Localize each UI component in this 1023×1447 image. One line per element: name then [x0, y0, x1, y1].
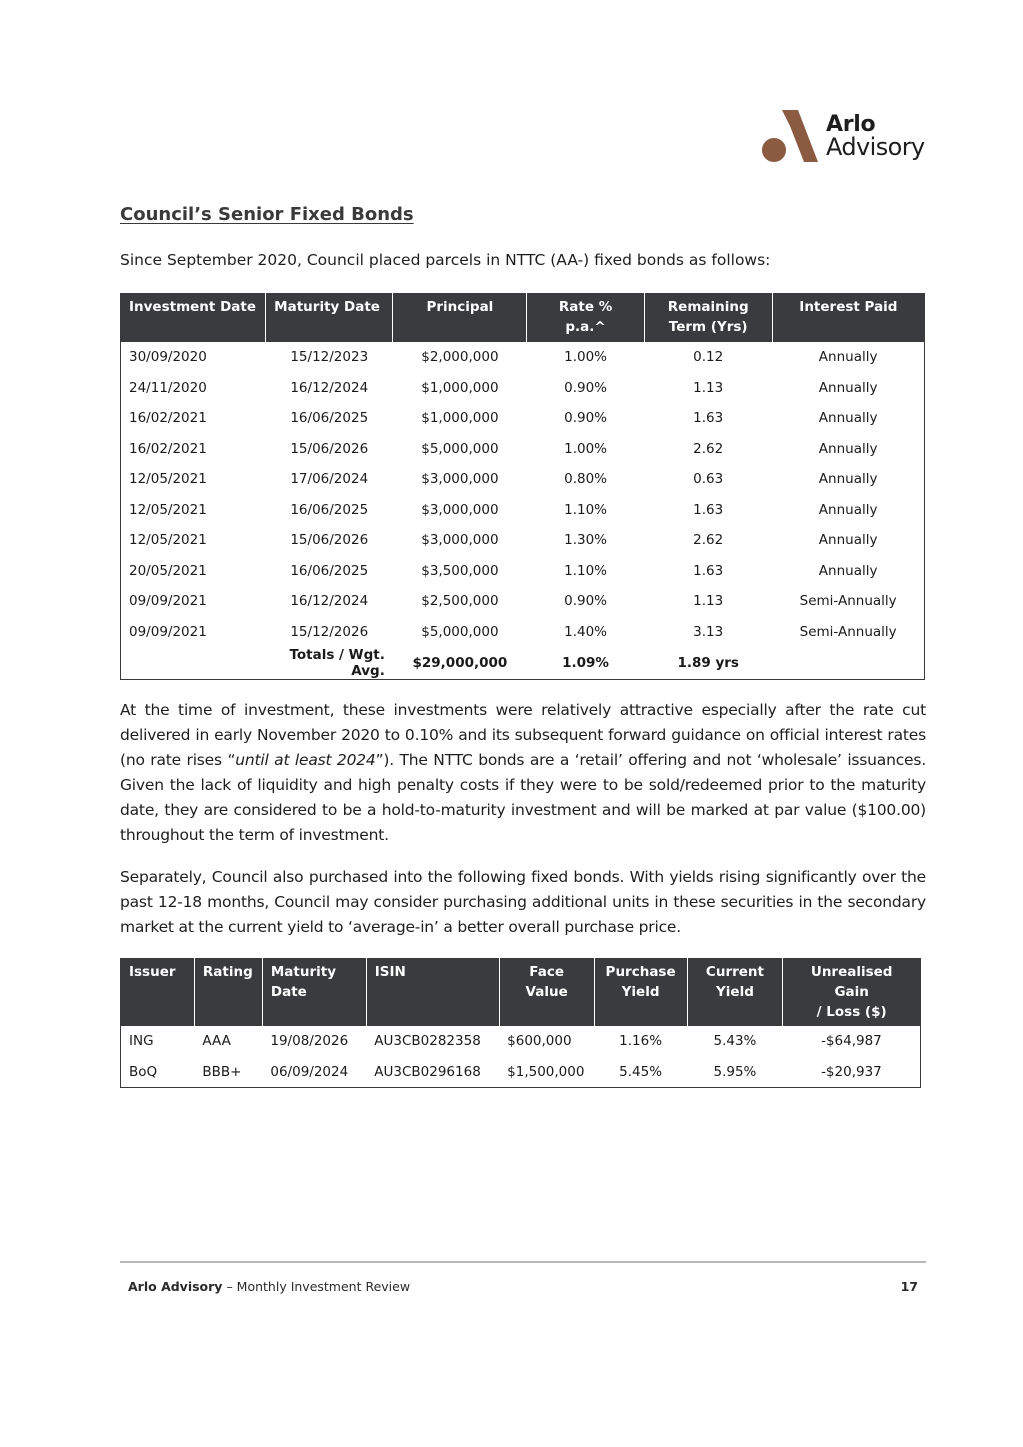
table-cell: 15/12/2023: [290, 349, 369, 366]
intro-text: Since September 2020, Council placed parcels in NTTC (AA-) fixed bonds as follows:: [120, 251, 771, 269]
table-cell: Annually: [818, 410, 878, 427]
table-cell: 1.13: [693, 593, 724, 610]
table-cell: 5.45%: [619, 1063, 663, 1080]
totals-label: Totals / Wgt. Avg.: [289, 647, 385, 679]
table-row: [121, 434, 925, 465]
table-cell: 16/12/2024: [290, 593, 369, 610]
table-cell: $3,500,000: [421, 562, 499, 579]
table-cell: Semi-Annually: [799, 623, 897, 640]
column-header: Rate % p.a.^: [527, 294, 644, 343]
table-cell: $1,000,000: [421, 410, 499, 427]
column-header: Rating: [194, 959, 262, 1027]
table-row: [121, 525, 925, 556]
table-row: [121, 403, 925, 434]
other-fixed-bonds-table-body: [121, 1026, 921, 1088]
table-cell: 20/05/2021: [129, 562, 207, 579]
table-cell: 0.80%: [564, 471, 607, 488]
table-row: [121, 617, 925, 648]
table-cell: $5,000,000: [421, 440, 499, 457]
table-cell: 16/12/2024: [290, 379, 369, 396]
table-cell: $2,000,000: [421, 349, 499, 366]
table-row: [121, 464, 925, 495]
table-cell: 3.13: [693, 623, 724, 640]
table-cell: 0.90%: [564, 379, 607, 396]
table-cell: AU3CB0282358: [374, 1033, 481, 1050]
table-cell: 1.63: [693, 501, 724, 518]
column-header: Interest Paid: [772, 294, 924, 343]
table-row: [121, 495, 925, 526]
table-cell: 1.16%: [619, 1033, 663, 1050]
logo-word-advisory: Advisory: [826, 133, 925, 161]
table-cell: Annually: [818, 440, 878, 457]
investment-rationale-paragraph: [120, 698, 926, 848]
para1-emphasis: until at least 2024: [235, 751, 376, 769]
column-header: Face Value: [499, 959, 594, 1027]
nttc-bonds-table-body: [121, 342, 925, 680]
table-cell: $3,000,000: [421, 471, 499, 488]
table-cell: $600,000: [507, 1033, 572, 1050]
table-cell: 15/06/2026: [290, 440, 369, 457]
table-cell: Annually: [818, 349, 878, 366]
other-fixed-bonds-table-header: [121, 959, 921, 1027]
table-row: [121, 342, 925, 373]
footer-title: [128, 1279, 410, 1294]
table-cell: 1.00%: [564, 349, 607, 366]
table-cell: -$64,987: [821, 1033, 882, 1050]
table-cell: AAA: [202, 1033, 231, 1050]
arlo-advisory-logo: [760, 106, 930, 166]
table-cell: -$20,937: [821, 1063, 882, 1080]
column-header: ISIN: [366, 959, 499, 1027]
table-cell: 24/11/2020: [129, 379, 207, 396]
table-cell: Semi-Annually: [799, 593, 897, 610]
table-cell: 1.10%: [564, 562, 607, 579]
other-fixed-bonds-table: [120, 958, 921, 1088]
table-row: [121, 556, 925, 587]
column-header: Principal: [393, 294, 527, 343]
page-number: 17: [900, 1279, 918, 1294]
table-cell: 1.30%: [564, 532, 607, 549]
column-header: Investment Date: [121, 294, 266, 343]
table-cell: 16/02/2021: [129, 410, 207, 427]
table-cell: Annually: [818, 471, 878, 488]
table-cell: 16/06/2025: [290, 410, 369, 427]
table-cell: 12/05/2021: [129, 471, 207, 488]
table-cell: 12/05/2021: [129, 501, 207, 518]
table-cell: Annually: [818, 501, 878, 518]
totals-blank-cell: [772, 647, 924, 680]
table-cell: Annually: [818, 532, 878, 549]
column-header: Purchase Yield: [594, 959, 687, 1027]
table-cell: 1.63: [693, 562, 724, 579]
totals-row: [121, 647, 925, 680]
totals-rate: 1.09%: [562, 655, 609, 671]
column-header: Remaining Term (Yrs): [644, 294, 772, 343]
table-cell: 0.63: [693, 471, 724, 488]
table-cell: 5.43%: [713, 1033, 757, 1050]
table-row: [121, 1057, 921, 1088]
table-cell: 15/06/2026: [290, 532, 369, 549]
totals-term: 1.89 yrs: [677, 655, 739, 671]
para1-start: At the time of investment, these investments were relatively attractive especially after the rate cut delivered in early November 2020 to 0.10% and its subsequent forward guidance on official interest rates (no rate rises “: [120, 701, 926, 769]
table-cell: 5.95%: [713, 1063, 757, 1080]
table-cell: 15/12/2026: [290, 623, 369, 640]
column-header: Unrealised Gain / Loss ($): [783, 959, 921, 1027]
table-cell: 0.90%: [564, 593, 607, 610]
table-cell: 09/09/2021: [129, 623, 207, 640]
table-cell: 16/06/2025: [290, 501, 369, 518]
para1-end: ”). The NTTC bonds are a ‘retail’ offering and not ‘wholesale’ issuances. Given the lack of liquidity and high penalty costs if they were to be sold/redeemed prior to the maturity date, they are considered to be a hold-to-maturity investment and will be marked at par value ($100.00) throughout the term of investment.: [120, 751, 926, 844]
table-cell: 2.62: [693, 440, 724, 457]
table-cell: 09/09/2021: [129, 593, 207, 610]
table-cell: 0.12: [693, 349, 724, 366]
table-cell: $1,000,000: [421, 379, 499, 396]
table-row: [121, 586, 925, 617]
table-cell: 12/05/2021: [129, 532, 207, 549]
table-cell: 0.90%: [564, 410, 607, 427]
table-cell: $2,500,000: [421, 593, 499, 610]
arlo-a-mark-icon: [760, 108, 820, 164]
table-cell: $5,000,000: [421, 623, 499, 640]
table-cell: $1,500,000: [507, 1063, 585, 1080]
nttc-bonds-table: [120, 293, 925, 680]
totals-principal: $29,000,000: [412, 655, 508, 671]
table-row: [121, 1026, 921, 1057]
table-cell: 16/02/2021: [129, 440, 207, 457]
table-cell: Annually: [818, 562, 878, 579]
table-cell: $3,000,000: [421, 501, 499, 518]
table-cell: 1.13: [693, 379, 724, 396]
footer-brand: Arlo Advisory: [128, 1279, 223, 1294]
table-cell: 30/09/2020: [129, 349, 207, 366]
column-header: Current Yield: [687, 959, 783, 1027]
separate-bonds-paragraph: Separately, Council also purchased into the following fixed bonds. With yields rising significantly over the past 12-18 months, Council may consider purchasing additional units in these securities in the secondary market at the current yield to ‘average-in’ a better overall purchase price.: [120, 868, 926, 936]
table-cell: 17/06/2024: [290, 471, 369, 488]
column-header: Maturity Date: [262, 959, 366, 1027]
table-cell: 2.62: [693, 532, 724, 549]
table-header-row: [121, 959, 921, 1027]
totals-blank-cell: [121, 647, 266, 680]
table-row: [121, 373, 925, 404]
section-title: Council’s Senior Fixed Bonds: [120, 204, 414, 225]
footer-subtitle: – Monthly Investment Review: [222, 1279, 411, 1294]
table-cell: AU3CB0296168: [374, 1063, 481, 1080]
table-cell: BBB+: [202, 1063, 242, 1080]
table-cell: $3,000,000: [421, 532, 499, 549]
table-cell: 16/06/2025: [290, 562, 369, 579]
table-cell: 1.63: [693, 410, 724, 427]
footer-divider: [120, 1261, 926, 1263]
logo-word-arlo: Arlo: [826, 112, 876, 137]
column-header: Issuer: [121, 959, 195, 1027]
table-cell: ING: [129, 1033, 154, 1050]
nttc-bonds-table-header: [121, 294, 925, 343]
table-header-row: [121, 294, 925, 343]
table-cell: Annually: [818, 379, 878, 396]
table-cell: 1.40%: [564, 623, 607, 640]
table-cell: 1.10%: [564, 501, 607, 518]
table-cell: 06/09/2024: [270, 1063, 349, 1080]
table-cell: 1.00%: [564, 440, 607, 457]
column-header: Maturity Date: [266, 294, 393, 343]
table-cell: 19/08/2026: [270, 1033, 349, 1050]
table-cell: BoQ: [129, 1063, 158, 1080]
